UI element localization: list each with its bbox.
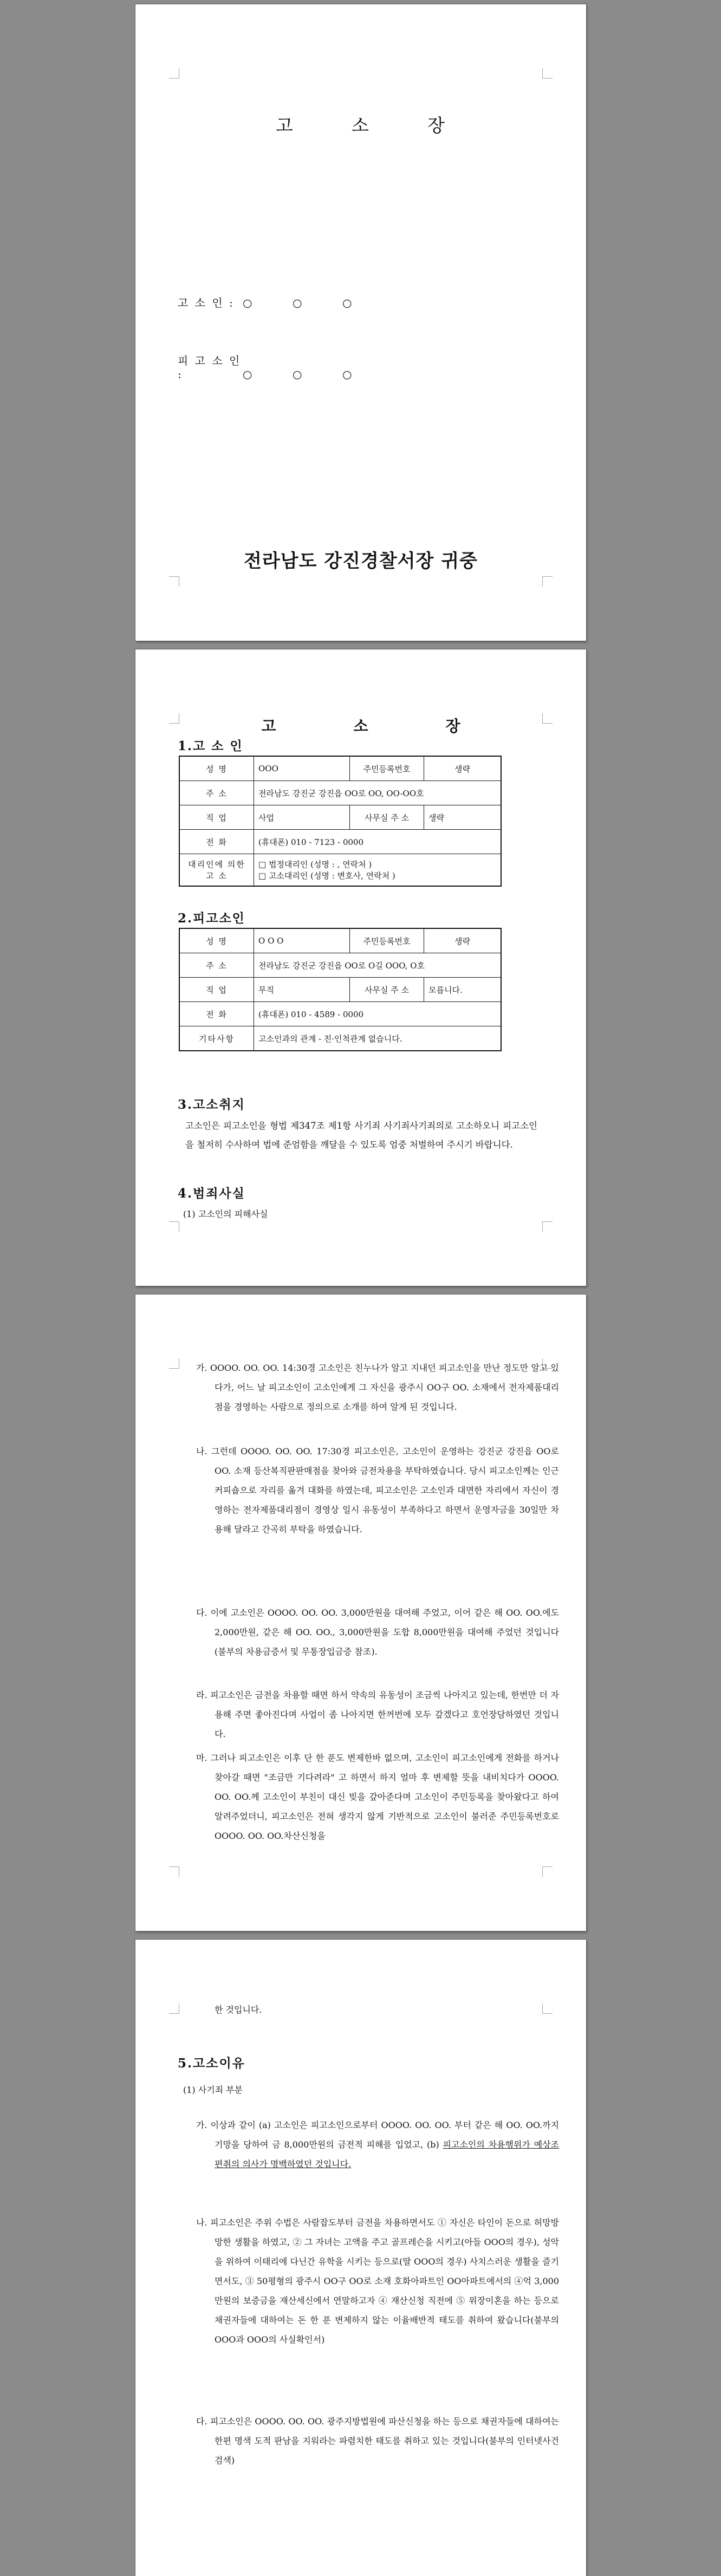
cell-label: 성 명 <box>179 756 254 781</box>
crop-mark <box>169 1866 179 1877</box>
crop-mark <box>542 576 553 587</box>
reason-paragraph <box>196 2116 559 2174</box>
respondent-name: O O O <box>254 928 350 953</box>
cover-complainant-line <box>178 294 392 310</box>
circle-placeholder: ○ <box>243 368 252 381</box>
complainant-phone: (휴대폰) 010 - 7123 - 0000 <box>254 830 502 854</box>
facts-paragraph: 라. 피고소인은 금전을 차용할 때면 하서 약속의 유동성이 조금씩 나아지고 있는데, 한번만 더 자용해 주면 좋아진다며 사업이 좀 나아지면 한꺼번에 모두 갚겠다고 호언장담하였던 것입니다. <box>196 1690 559 1739</box>
cover-complainant-label: 고 소 인 : <box>178 296 235 309</box>
section-heading-respondent: 2.피고소인 <box>178 911 245 926</box>
complainant-name: OOO <box>254 756 350 781</box>
page-facts <box>135 1294 586 1931</box>
complainant-job: 사업 <box>254 805 350 830</box>
purpose-text: 고소인은 피고소인을 형법 제347조 제1항 사기죄 사기죄사기죄의로 고소하오니 피고소인을 철저히 수사하여 법에 준엄함을 깨달을 수 있도록 엄중 처벌하여 주시기 바랍니다. <box>185 1121 537 1150</box>
crop-mark <box>542 1221 553 1232</box>
cell-label: 기타사항 <box>179 1026 254 1051</box>
cell-label: 사무실 주 소 <box>350 978 424 1002</box>
facts-paragraph: 나. 그런데 OOOO. OO. OO. 17:30경 피고소인은, 고소인이 운영하는 강진군 강진읍 OO로 OO. 소재 등산복직판판매점을 찾아와 금전차용을 부탁하였습니다. 당시 피고소인께는 인근 커피숍으로 자리를 옮겨 대화를 하였는데, 피고소인은 고소인과 대면한 자리에서 자신이 경영하는 전자제품대리점이 경영상 일시 유동성이 부족하다고 하면서 운영자금을 30일만 차용해 달라고 간곡히 부탁을 하였습니다. <box>196 1446 559 1534</box>
cell-label: 사무실 주 소 <box>350 805 424 830</box>
crop-mark <box>169 2003 179 2014</box>
reason-text: 나. 피고소인은 주위 수법은 사람잡도부터 금전을 차용하면서도 ① 자신은 타인이 돈으로 허망방망한 생활을 하였고, ② 그 자녀는 고액을 주고 골프레슨을 시키고(아들 OOO의 경우), 성악을 위하여 이태리에 다닌간 유학을 시키는 등으로(딸 OOO의 경우) 사치스러운 생활을 즐기면서도, ③ 50평형의 광주시 OO구 OO로 소재 호화아파트인 OO아파트에서의 ④억 3,000만원의 보증금을 재산세신에서 연말하고자 ④ 재산신청 직전에 ⑤ 위장이혼을 하는 등으로 채권자들에 대하여는 돈 한 푼 변제하지 않는 이율배반적 태도를 취하여 왔습니다(불부의 OOO과 OOO의 사실확인서) <box>196 2217 559 2345</box>
section-heading-purpose: 3.고소취지 <box>178 1097 245 1112</box>
page-complaint-form <box>135 649 586 1286</box>
facts-paragraph: 다. 이에 고소인은 OOOO. OO. OO. 3,000만원을 대여해 주었고, 이어 같은 해 OO. OO.에도 2,000만원, 같은 해 OO. OO., 3,000만원을 도합 8,000만원을 대여해 주었던 것입니다(불부의 차용금증서 및 무통장입금증 참조). <box>196 1608 559 1657</box>
cell-label: 성 명 <box>179 928 254 953</box>
proxy-line-legal: □ 법정대리인 (성명 : , 연락처 ) <box>258 860 372 869</box>
reason-paragraph <box>196 2412 559 2470</box>
section-heading-facts: 4.범죄사실 <box>178 1186 245 1201</box>
respondent-address: 전라남도 강진군 강진읍 OO로 O길 OOO, O호 <box>254 953 502 978</box>
form-title-char: 장 <box>445 717 460 735</box>
cover-respondent-label: 피 고 소 인 : <box>178 354 242 381</box>
respondent-job: 무직 <box>254 978 350 1002</box>
cover-respondent-line <box>178 352 392 381</box>
cell-label: 직 업 <box>179 978 254 1002</box>
cell-label: 주 소 <box>179 781 254 805</box>
cell-label: 전 화 <box>179 1002 254 1026</box>
cell-label: 직 업 <box>179 805 254 830</box>
crop-mark <box>169 576 179 587</box>
reason-text: 다. 피고소인은 OOOO. OO. OO. 광주지방법원에 파산신청을 하는 등으로 채권자들에 대하여는 한편 명색 도적 판남을 지워라는 파렴치한 태도를 취하고 있는 것입니다(불부의 인터넷사건검색) <box>196 2416 559 2466</box>
crop-mark <box>169 68 179 79</box>
page-reasons <box>135 1940 586 2576</box>
cell-label: 주 소 <box>179 953 254 978</box>
cover-recipient: 전라남도 강진경찰서장 귀중 <box>244 550 478 572</box>
respondent-office: 모릅니다. <box>424 978 502 1002</box>
cell-label: 주민등록번호 <box>350 928 424 953</box>
crop-mark <box>169 1221 179 1232</box>
complainant-rrn: 생략 <box>424 756 502 781</box>
complainant-address: 전라남도 강진군 강진읍 OO로 OO, OO-OO호 <box>254 781 502 805</box>
facts-paragraph: 가. OOOO. OO. OO. 14:30경 고소인은 친누나가 알고 지내던 피고소인을 만난 정도만 알고 있다가, 어느 날 피고소인이 고소인에게 그 자신을 광주시 OO구 OO. 소재에서 전자제품대리점을 경영하는 사람으로 정의으로 소개를 하여 알게 된 것입니다. <box>196 1363 559 1412</box>
cover-title-char: 소 <box>352 115 370 136</box>
circle-placeholder: ○ <box>342 296 352 309</box>
section-heading-complainant: 1.고 소 인 <box>178 739 243 753</box>
facts-continuation: 한 것입니다. <box>215 2005 262 2015</box>
facts-paragraph: 마. 그러나 피고소인은 이후 단 한 푼도 변제한바 없으며, 고소인이 피고소인에게 전화를 하거나 찾아갈 때면 "조금만 기다려라" 고 하면서 하지 얼마 후 변제할 뜻을 내비치다가 OOOO. OO. OO.께 고소인이 부친이 대신 빚을 갚아준다며 고소인이 주민등록을 찾아왔다고 하여 알려주었더니, 피고소인은 전혀 생각지 않게 기반적으로 고소인이 불러준 주민등록번호로 OOOO. OO. OO.차산신청을 <box>196 1753 559 1841</box>
section-heading-reasons: 5.고소이유 <box>178 2056 245 2071</box>
respondent-rrn: 생략 <box>424 928 502 953</box>
cover-title-char: 장 <box>427 115 446 136</box>
crop-mark <box>542 68 553 79</box>
cell-label: 주민등록번호 <box>350 756 424 781</box>
complainant-table <box>179 756 502 887</box>
respondent-phone: (휴대폰) 010 - 4589 - 0000 <box>254 1002 502 1026</box>
reasons-subheading: (1) 사기죄 부분 <box>183 2085 243 2095</box>
circle-placeholder: ○ <box>342 368 352 381</box>
complainant-office: 생략 <box>424 805 502 830</box>
form-title-char: 고 <box>261 717 276 735</box>
circle-placeholder: ○ <box>293 368 302 381</box>
respondent-etc: 고소인과의 관계 - 친·인척관계 없습니다. <box>254 1026 502 1051</box>
reason-text: 가. 이상과 같이 (a) 고소인은 피고소인으로부터 OOOO. OO. OO. 부터 같은 해 OO. OO.까지 기망을 당하여 금 8,000만원의 금전적 피해를 입었고, (b) <box>196 2120 559 2150</box>
cell-label: 전 화 <box>179 830 254 854</box>
form-title-char: 소 <box>353 717 368 735</box>
respondent-table <box>179 928 502 1051</box>
circle-placeholder: ○ <box>243 296 252 309</box>
crop-mark <box>542 1866 553 1877</box>
cover-title <box>135 112 586 137</box>
circle-placeholder: ○ <box>293 296 302 309</box>
form-title <box>135 714 586 736</box>
page-cover <box>135 4 586 641</box>
reason-paragraph <box>196 2213 559 2350</box>
facts-subheading: (1) 고소인의 피해사실 <box>183 1209 268 1219</box>
reason-text-underlined: 피고소인의 차용행위가 예상조 편취의 의사가 명백하였던 것입니다. <box>215 2139 559 2169</box>
cell-label: 대리인에 의한 고 소 <box>179 854 254 887</box>
crop-mark <box>169 1358 179 1369</box>
cover-title-char: 고 <box>276 115 294 136</box>
proxy-line-attorney: □ 고소대리인 (성명 : 변호사, 연락처 ) <box>258 871 395 881</box>
complainant-proxy <box>254 854 502 887</box>
